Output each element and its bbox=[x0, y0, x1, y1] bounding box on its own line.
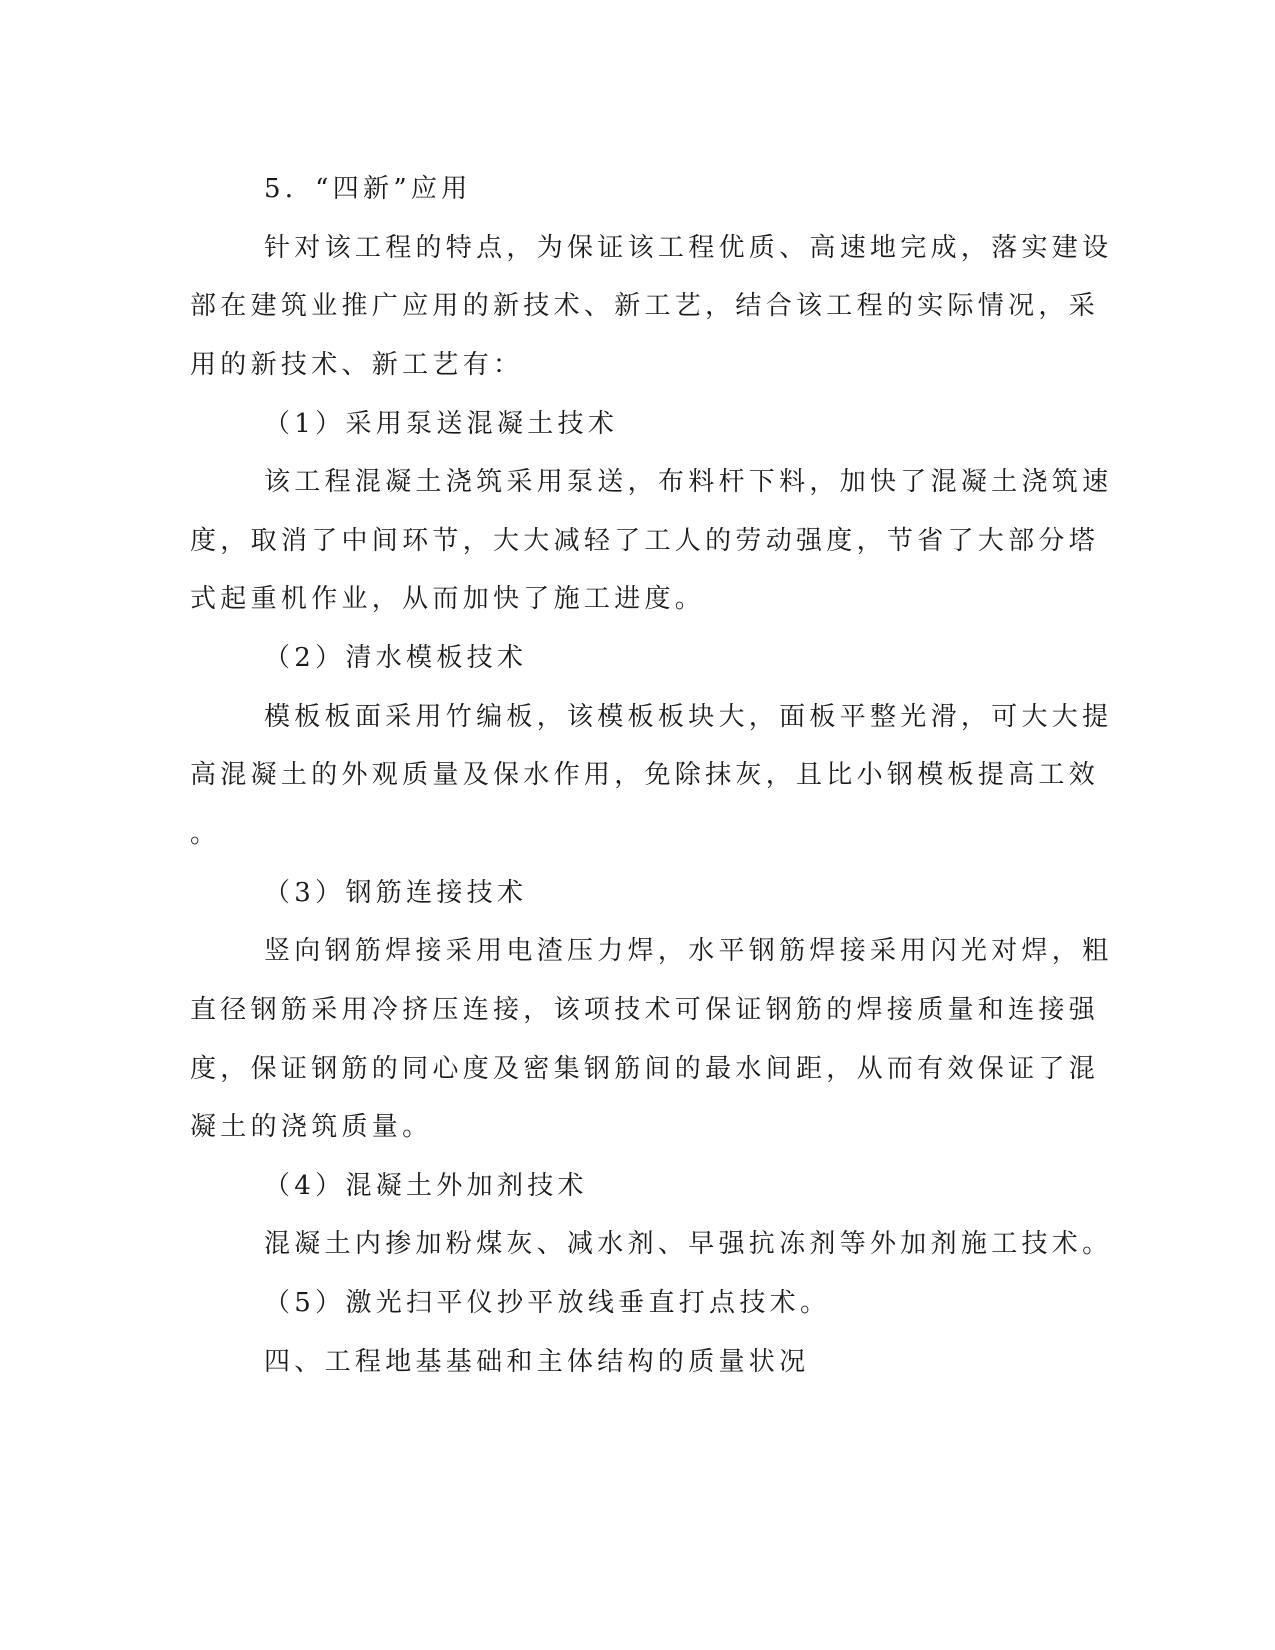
paragraph-line: 度，保证钢筋的同心度及密集钢筋间的最水间距，从而有效保证了混 bbox=[190, 1054, 1100, 1084]
paragraph-line: 度，取消了中间环节，大大减轻了工人的劳动强度，节省了大部分塔 bbox=[190, 526, 1100, 556]
paragraph-line: 模板板面采用竹编板，该模板板块大，面板平整光滑，可大大提 bbox=[264, 702, 1113, 732]
subheading: （5）激光扫平仪抄平放线垂直打点技术。 bbox=[264, 1288, 831, 1318]
subheading: （3）钢筋连接技术 bbox=[264, 878, 528, 908]
paragraph-line: 混凝土内掺加粉煤灰、减水剂、早强抗冻剂等外加剂施工技术。 bbox=[264, 1229, 1113, 1259]
section-heading: 5．“四新”应用 bbox=[264, 174, 472, 204]
paragraph-line: 针对该工程的特点，为保证该工程优质、高速地完成，落实建设 bbox=[264, 233, 1113, 263]
paragraph-line: 竖向钢筋焊接采用电渣压力焊，水平钢筋焊接采用闪光对焊，粗 bbox=[264, 936, 1113, 966]
section-heading: 四、工程地基基础和主体结构的质量状况 bbox=[264, 1347, 810, 1377]
paragraph-line: 式起重机作业，从而加快了施工进度。 bbox=[190, 584, 706, 614]
subheading: （2）清水模板技术 bbox=[264, 643, 528, 673]
paragraph-line: 凝土的浇筑质量。 bbox=[190, 1112, 433, 1142]
subheading: （4）混凝土外加剂技术 bbox=[264, 1171, 588, 1201]
paragraph-line: 用的新技术、新工艺有： bbox=[190, 350, 524, 380]
subheading: （1）采用泵送混凝土技术 bbox=[264, 409, 619, 439]
paragraph-line: 部在建筑业推广应用的新技术、新工艺，结合该工程的实际情况，采 bbox=[190, 291, 1100, 321]
paragraph-line: 。 bbox=[190, 819, 221, 849]
paragraph-line: 直径钢筋采用冷挤压连接，该项技术可保证钢筋的焊接质量和连接强 bbox=[190, 995, 1100, 1025]
paragraph-line: 该工程混凝土浇筑采用泵送，布料杆下料，加快了混凝土浇筑速 bbox=[264, 467, 1113, 497]
paragraph-line: 高混凝土的外观质量及保水作用，免除抹灰，且比小钢模板提高工效 bbox=[190, 760, 1100, 790]
